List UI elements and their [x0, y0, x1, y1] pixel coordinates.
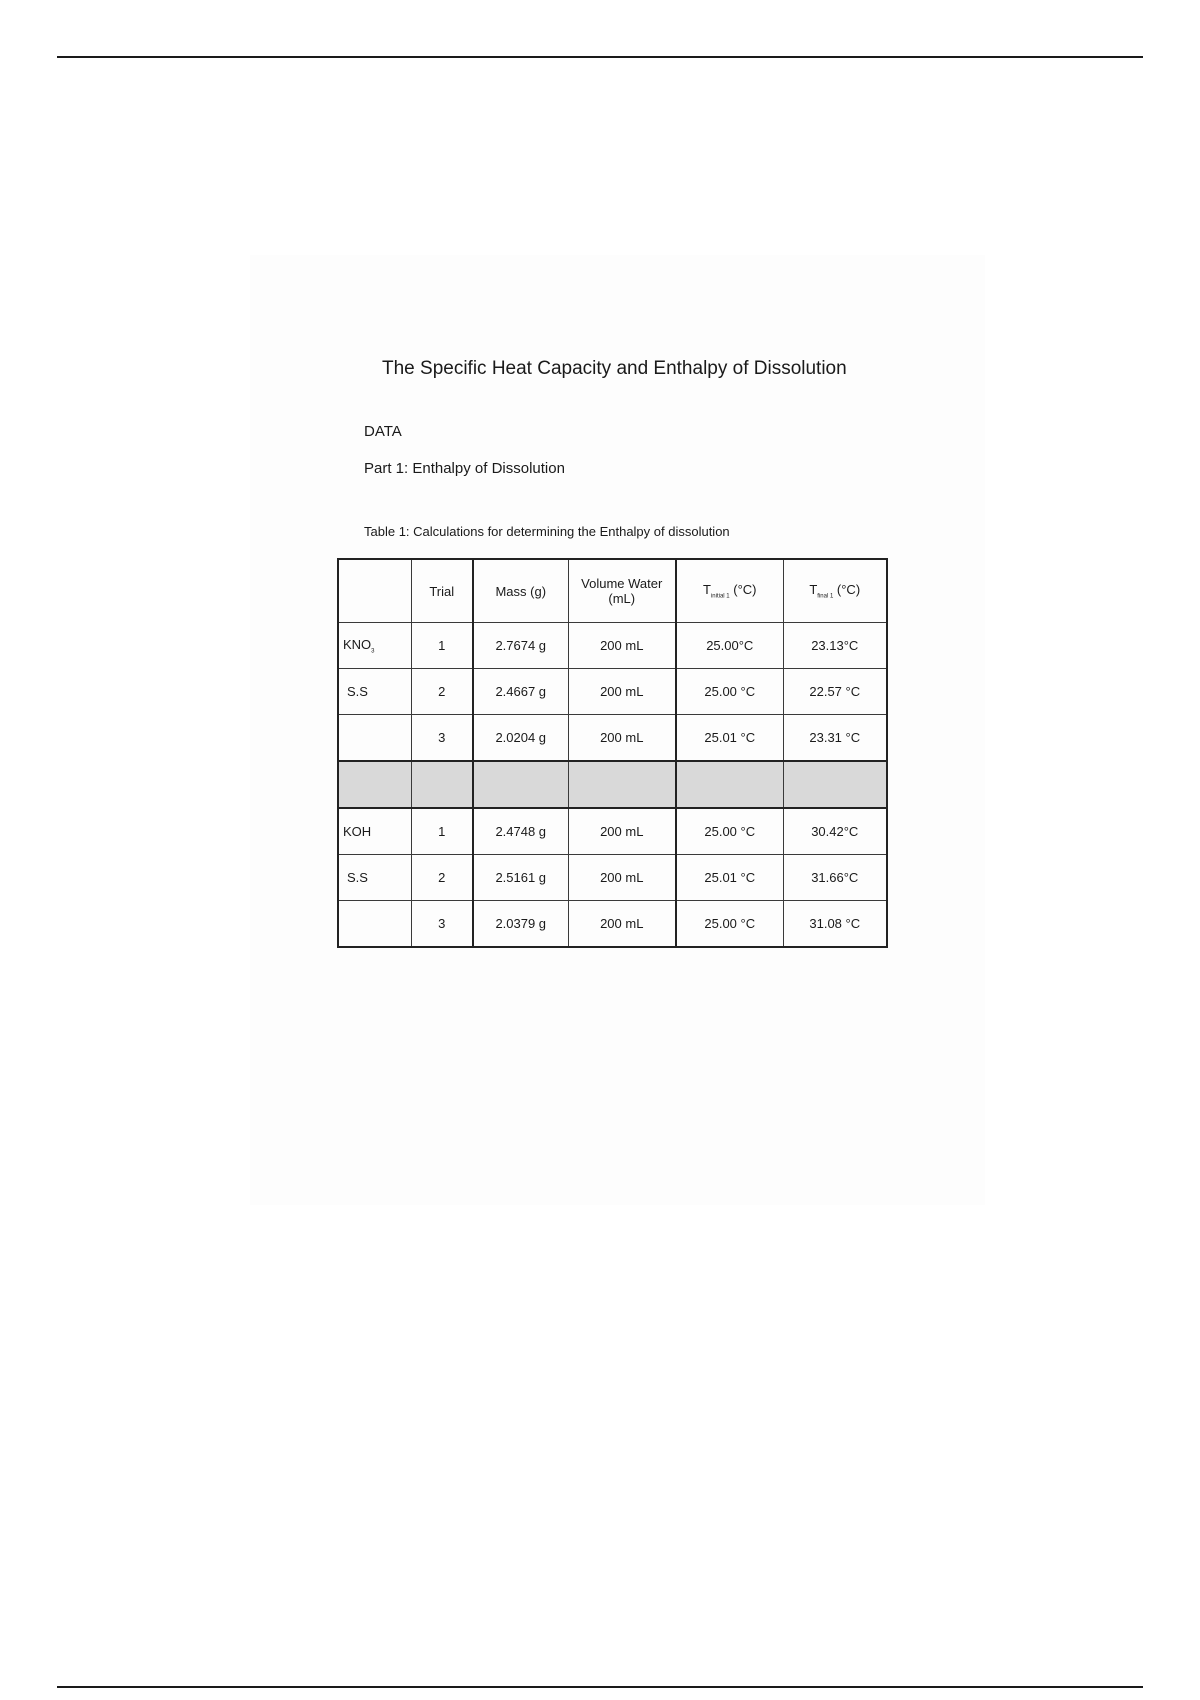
cell-mass: 2.4667 g — [473, 669, 568, 715]
cell-t-initial: 25.00 °C — [676, 901, 783, 948]
separator-cell — [783, 761, 887, 808]
header-substance — [338, 559, 411, 623]
cell-t-initial: 25.01 °C — [676, 715, 783, 762]
cell-substance: S.S — [338, 669, 411, 715]
cell-t-final: 23.13°C — [783, 623, 887, 669]
header-trial: Trial — [411, 559, 473, 623]
cell-substance — [338, 623, 411, 669]
header-volume: Volume Water (mL) — [568, 559, 676, 623]
table-separator-row — [338, 761, 887, 808]
table-row — [338, 669, 887, 715]
table-row — [338, 715, 887, 762]
cell-trial: 3 — [411, 715, 473, 762]
cell-trial: 1 — [411, 623, 473, 669]
separator-cell — [473, 761, 568, 808]
cell-substance — [338, 715, 411, 762]
data-heading: DATA — [364, 423, 402, 440]
cell-mass: 2.4748 g — [473, 808, 568, 855]
t-initial-subscript: initial 1 — [710, 593, 730, 600]
cell-trial: 2 — [411, 855, 473, 901]
cell-mass: 2.0379 g — [473, 901, 568, 948]
substance-label: KNO⁣ — [343, 636, 372, 652]
cell-mass: 2.5161 g — [473, 855, 568, 901]
substance-subscript: 3 — [371, 648, 375, 655]
cell-volume: 200 mL — [568, 808, 676, 855]
bottom-rule — [57, 1686, 1143, 1688]
cell-volume: 200 mL — [568, 623, 676, 669]
document-title: The Specific Heat Capacity and Enthalpy of Dissolution — [382, 358, 847, 379]
top-rule — [57, 56, 1143, 58]
cell-t-initial: 25.00 °C — [676, 808, 783, 855]
cell-t-initial: 25.00 °C — [676, 669, 783, 715]
cell-t-initial: 25.00°C — [676, 623, 783, 669]
table-row — [338, 901, 887, 948]
header-mass: Mass (g) — [473, 559, 568, 623]
cell-t-initial: 25.01 °C — [676, 855, 783, 901]
separator-cell — [568, 761, 676, 808]
cell-substance: KOH — [338, 808, 411, 855]
separator-cell — [411, 761, 473, 808]
table-header-row — [338, 559, 887, 623]
table-row — [338, 808, 887, 855]
t-final-subscript: final 1 — [817, 593, 834, 600]
table-caption: Table 1: ⁣Calculations for determining the Enthalpy of dissolution — [364, 524, 730, 539]
cell-volume: 200 mL — [568, 715, 676, 762]
cell-t-final: 31.66°C — [783, 855, 887, 901]
cell-volume: 200 mL — [568, 855, 676, 901]
separator-cell — [676, 761, 783, 808]
header-t-initial — [676, 559, 783, 623]
cell-mass: 2.7674 g — [473, 623, 568, 669]
cell-trial: 1 — [411, 808, 473, 855]
separator-cell — [338, 761, 411, 808]
cell-trial: 2 — [411, 669, 473, 715]
cell-t-final: 31.08 °C — [783, 901, 887, 948]
cell-substance — [338, 901, 411, 948]
part-heading: Part 1: Enthalpy of Dissolution — [364, 460, 565, 477]
cell-volume: 200 mL — [568, 669, 676, 715]
table-row — [338, 623, 887, 669]
t-initial-unit: (°C) — [729, 582, 757, 598]
cell-volume: 200 mL — [568, 901, 676, 948]
t-initial-symbol: T⁣ — [703, 582, 711, 598]
cell-t-final: 23.31 °C — [783, 715, 887, 762]
header-t-final — [783, 559, 887, 623]
cell-mass: 2.0204 g — [473, 715, 568, 762]
cell-t-final: 22.57 °C — [783, 669, 887, 715]
cell-trial: 3 — [411, 901, 473, 948]
cell-t-final: 30.42°C — [783, 808, 887, 855]
table-row — [338, 855, 887, 901]
t-final-unit: (°C) — [833, 582, 861, 598]
cell-substance: S.S — [338, 855, 411, 901]
enthalpy-data-table — [337, 558, 888, 948]
t-final-symbol: T⁣ — [809, 582, 818, 598]
